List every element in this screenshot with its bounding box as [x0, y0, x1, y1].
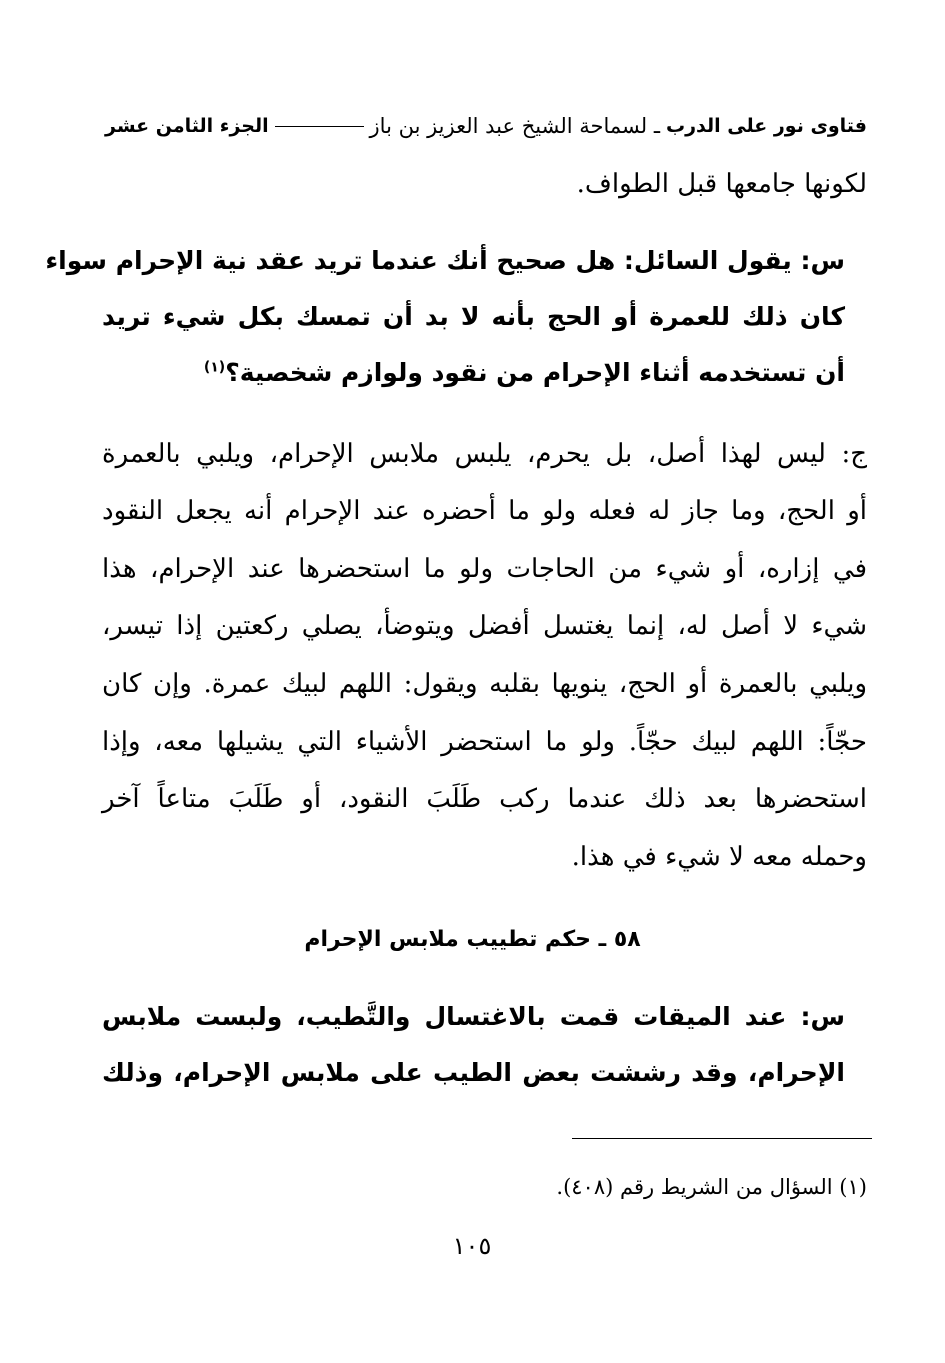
page-number: ١٠٥ — [452, 1232, 492, 1260]
volume-label: الجزء الثامن عشر — [105, 115, 269, 137]
author-name: ـ لسماحة الشيخ عبد العزيز بن باز — [369, 114, 660, 138]
answer-line-last: وحمله معه لا شيء في هذا. — [571, 842, 867, 872]
question-text: أن تستخدمه أثناء الإحرام من نقود ولوازم شخصية؟ — [225, 358, 845, 387]
answer-line: أو الحج، وما جاز له فعله ولو ما أحضره عند الإحرام أنه يجعل النقود — [102, 496, 867, 526]
answer-line: في إزاره، أو شيء من الحاجات ولو ما استحضرها عند الإحرام، هذا — [102, 554, 867, 584]
running-header — [105, 108, 867, 144]
answer-line: ويلبي بالعمرة أو الحج، ينويها بقلبه ويقول: اللهم لبيك عمرة. وإن كان — [102, 669, 867, 699]
footnote-separator — [572, 1138, 872, 1139]
question-line: كان ذلك للعمرة أو الحج بأنه لا بد أن تمسك بكل شيء تريد — [102, 302, 845, 331]
answer-line: ج: ليس لهذا أصل، بل يحرم، يلبس ملابس الإحرام، ويلبي بالعمرة — [102, 439, 867, 469]
footnote-marker: (١) — [203, 359, 226, 376]
header-rule — [275, 126, 364, 127]
answer-line: شيء لا أصل له، إنما يغتسل أفضل ويتوضأ، يصلي ركعتين إذا تيسر، — [102, 611, 867, 641]
answer-line: استحضرها بعد ذلك عندما ركب طَلَبَ النقود، أو طَلَبَ متاعاً آخر — [102, 784, 867, 814]
question-line: الإحرام، وقد رششت بعض الطيب على ملابس الإحرام، وذلك — [102, 1058, 845, 1087]
question-line-last — [102, 353, 845, 393]
section-heading: ٥٨ ـ حكم تطييب ملابس الإحرام — [304, 927, 641, 952]
question-line: س: يقول السائل: هل صحيح أنك عندما تريد عقد نية الإحرام سواء — [45, 246, 845, 275]
question-line: س: عند الميقات قمت بالاغتسال والتَّطيب، ولبست ملابس — [102, 1002, 845, 1031]
answer-line: حجّاً: اللهم لبيك حجّاً. ولو ما استحضر الأشياء التي يشيلها معه، وإذا — [102, 727, 867, 757]
footnote: (١) السؤال من الشريط رقم (٤٠٨). — [556, 1175, 867, 1199]
series-title: فتاوى نور على الدرب — [666, 115, 867, 137]
continuation-line: لكونها جامعها قبل الطواف. — [576, 169, 867, 199]
